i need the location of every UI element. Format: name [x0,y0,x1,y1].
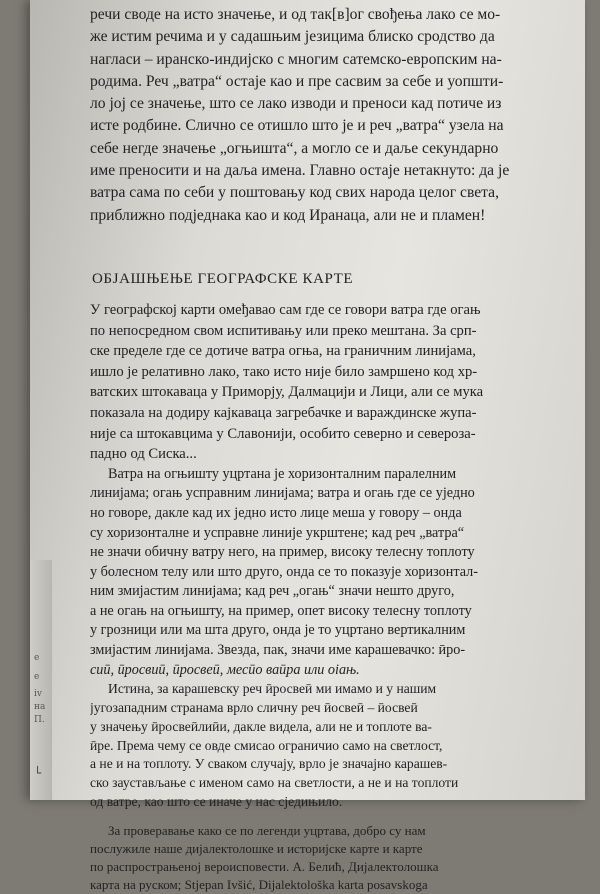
text-line: по распрострањеној вероисповести. А. Белић, Дијалектолошка [90,858,439,874]
page-text [90,4,540,894]
text-line: родима. Реч „ватра“ остаје као и пре сасвим за себе и уопшти- [90,72,504,90]
text-line: не значи обичну ватру него, на пример, високу телесну топлоту [90,544,475,561]
page-corner-mark: └ [34,766,42,780]
paragraph-legend [90,465,540,681]
text-line: а не и на топлоту. У сваком случају, врло је значајно карашев- [90,756,448,772]
text-line: падно од Сиска... [90,446,197,463]
previous-page-edge [30,560,52,800]
edge-fragment: на [34,702,46,712]
text-line: ло јој се значење, што се лако изводи и преноси кад потиче из [90,95,502,113]
text-line: карта на руском; Stjepan Ivšić, Dijalektološka karta posavskoga [90,876,428,892]
text-line: ӣре. Према чему се овде смисао ограничио само на светлост, [90,737,443,753]
text-line: Истина, за карашевску реч ӣросвеӣ ми имамо и у нашим [108,681,437,697]
text-line: показала на додиру кајкаваца загребачке и вараждинске жупа- [90,404,477,421]
text-line: За проверавање како се по легенди уцртава, добро су нам [108,822,426,838]
text-line: сиӣ, ӣросвиӣ, ӣросвеӣ, месӣо ваӣра или оіањ. [90,661,360,678]
paragraph-karashevo [90,680,540,812]
text-line: у грозници или ма шта друго, онда је то уцртано вертикалним [90,622,466,639]
text-line: У географској карти омеђавао сам где се говори ватра где огањ [90,301,481,318]
text-line: су хоризонталне и усправне линије укрштене; кад реч „ватра“ [90,524,465,541]
section-heading: ОБЈАШЊЕЊЕ ГЕОГРАФСКЕ КАРТЕ [92,270,354,287]
paragraph-top [90,4,540,227]
text-line: ним змијастим линијама; кад реч „огањ“ значи нешто друго, [90,583,455,600]
paragraph-map [90,300,540,465]
text-line: а не огањ на огњишту, на пример, опет високу телесну топлоту [90,602,472,619]
text-line: ске пределе где се дотиче ватра огња, на граничним линијама, [90,343,476,360]
text-line: ско заустављање с именом само на светлости, а не и на топлоти [90,775,459,791]
text-line: змијастим линијама. Звезда, пак, значи име карашевачко: ӣро- [90,642,466,659]
text-line: себе негде значење „огњишта“, а могло се и даље секундарно [90,139,499,157]
text-line: послужиле наше дијалектолошке и историјске карте и карте [90,840,423,856]
text-line: у болесном телу или што друго, онда се то показује хоризонтал- [90,563,478,580]
text-line: ватра сама по себи у поштовању код свих народа целог света, [90,184,499,202]
text-line: речи своде на исто значење, и од так[в]ог свођења лако се мо- [90,6,501,23]
text-line: но говоре, дакле кад их једно исто лице меша у говору – онда [90,504,462,521]
text-line: име преносити и на даља имена. Главно остаје нетакнуто: да је [90,162,510,180]
text-line: же истим речима и у садашњим језицима блиско сродство да [90,28,495,46]
text-line: приближно подједнака као и код Иранаца, али не и пламен! [90,206,486,224]
edge-fragment: е [34,672,40,682]
edge-fragment: iv [34,689,42,699]
edge-fragment: П. [34,715,45,725]
text-line: исте родбине. Слично се отишло што је и реч „ватра“ узела на [90,117,504,135]
paragraph-check [90,822,540,894]
text-line: југозападним странама врло сличну реч ӣосвеӣ – ӣосвеӣ [90,700,418,716]
text-line: ватских штокаваца у Приморју, Далмацији и Лици, али се мука [90,384,484,401]
text-line: линијама; огањ усправним линијама; ватра и огањ где се уједно [90,485,475,502]
edge-fragment: е [34,653,40,663]
text-line: нагласи – иранско-индијско с многим сатемско-европским на- [90,50,502,68]
text-line: по непосредном свом испитивању или преко мештана. За срп- [90,322,477,339]
text-line: није са штокавцима у Славонији, особито северно и северoза- [90,425,476,442]
text-line: у значењу ӣросвеӣлиӣи, дакле видела, али не и топлоте ва- [90,718,432,734]
text-line: ишло је релативно лако, тако исто није било замршено код хр- [90,363,478,380]
text-line: Ватра на огњишту уцртана је хоризонталним паралелним [108,465,457,482]
text-line: од ватре, као што се иначе у нас сједињило. [90,794,343,810]
